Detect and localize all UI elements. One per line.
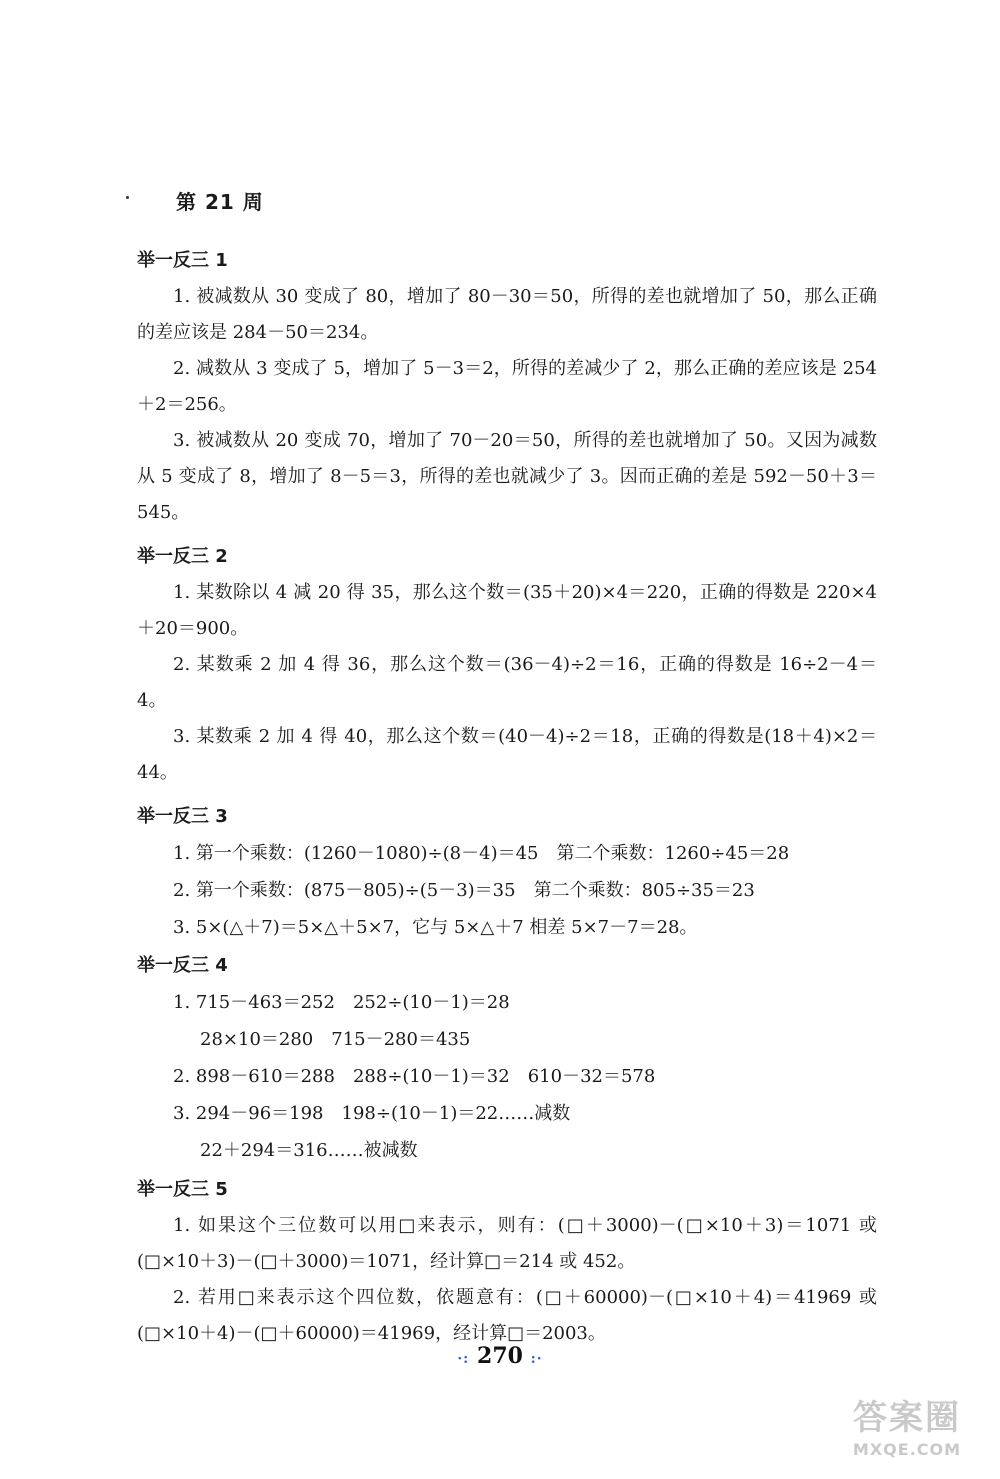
watermark-logo [832,1396,982,1466]
section-3 [137,799,877,946]
section-5 [137,1172,877,1352]
answer-item: 1. 某数除以 4 减 20 得 35，那么这个数＝(35＋20)×4＝220，正确的得数是 220×4＋20＝900。 [137,582,877,639]
answer-line: 3. 5×(△＋7)＝5×△＋5×7，它与 5×△＋7 相差 5×7－7＝28。 [173,917,698,938]
section-1 [137,243,877,531]
answer-line: 22＋294＝316……被减数 [200,1140,418,1161]
week-title: 第 21 周 [176,190,264,214]
margin-dot [126,196,129,199]
answer-item: 1. 如果这个三位数可以用□来表示，则有：(□＋3000)－(□×10＋3)＝1071 或(□×10＋3)－(□＋3000)＝1071，经计算□＝214 或 452。 [137,1215,877,1272]
answer-line: 28×10＝280 715－280＝435 [200,1029,471,1050]
section-4 [137,948,877,1169]
answer-line: 1. 715－463＝252 252÷(10－1)＝28 [173,992,510,1013]
answer-item: 2. 若用□来表示这个四位数，依题意有：(□＋60000)－(□×10＋4)＝41969 或(□×10＋4)－(□＋60000)＝41969，经计算□＝2003。 [137,1287,877,1344]
answer-item: 1. 被减数从 30 变成了 80，增加了 80－30＝50，所得的差也就增加了 50，那么正确的差应该是 284－50＝234。 [137,286,877,343]
answer-item: 3. 某数乘 2 加 4 得 40，那么这个数＝(40－4)÷2＝18，正确的得数是(18＋4)×2＝44。 [137,726,877,783]
page-number [0,1343,1000,1369]
section-title: 举一反三 4 [137,955,228,976]
answer-item: 3. 被减数从 20 变成 70，增加了 70－20＝50，所得的差也就增加了 50。又因为减数从 5 变成了 8，增加了 8－5＝3，所得的差也就减少了 3。因而正确的差是 592－50＋3＝545。 [137,430,877,523]
answer-line: 1. 第一个乘数：(1260－1080)÷(8－4)＝45 第二个乘数：1260÷45＝28 [173,843,790,864]
answer-line: 2. 第一个乘数：(875－805)÷(5－3)＝35 第二个乘数：805÷35＝23 [173,880,755,901]
answer-line: 2. 898－610＝288 288÷(10－1)＝32 610－32＝578 [173,1066,656,1087]
answer-item: 2. 减数从 3 变成了 5，增加了 5－3＝2，所得的差减少了 2，那么正确的差应该是 254＋2＝256。 [137,358,877,415]
page-number-dots-left: ·: [457,1351,470,1367]
section-title: 举一反三 5 [137,1179,228,1200]
page-number-value: 270 [477,1343,523,1369]
answer-line: 3. 294－96＝198 198÷(10－1)＝22……减数 [173,1103,571,1124]
watermark-text: 答案圈 [853,1398,961,1438]
page-number-dots-right: :· [530,1351,543,1367]
section-2 [137,539,877,791]
answer-item: 2. 某数乘 2 加 4 得 36，那么这个数＝(36－4)÷2＝16，正确的得数是 16÷2－4＝4。 [137,654,877,711]
section-title: 举一反三 3 [137,806,228,827]
section-title: 举一反三 1 [137,250,228,271]
section-title: 举一反三 2 [137,546,228,567]
watermark-url: MXQE.COM [852,1440,962,1459]
